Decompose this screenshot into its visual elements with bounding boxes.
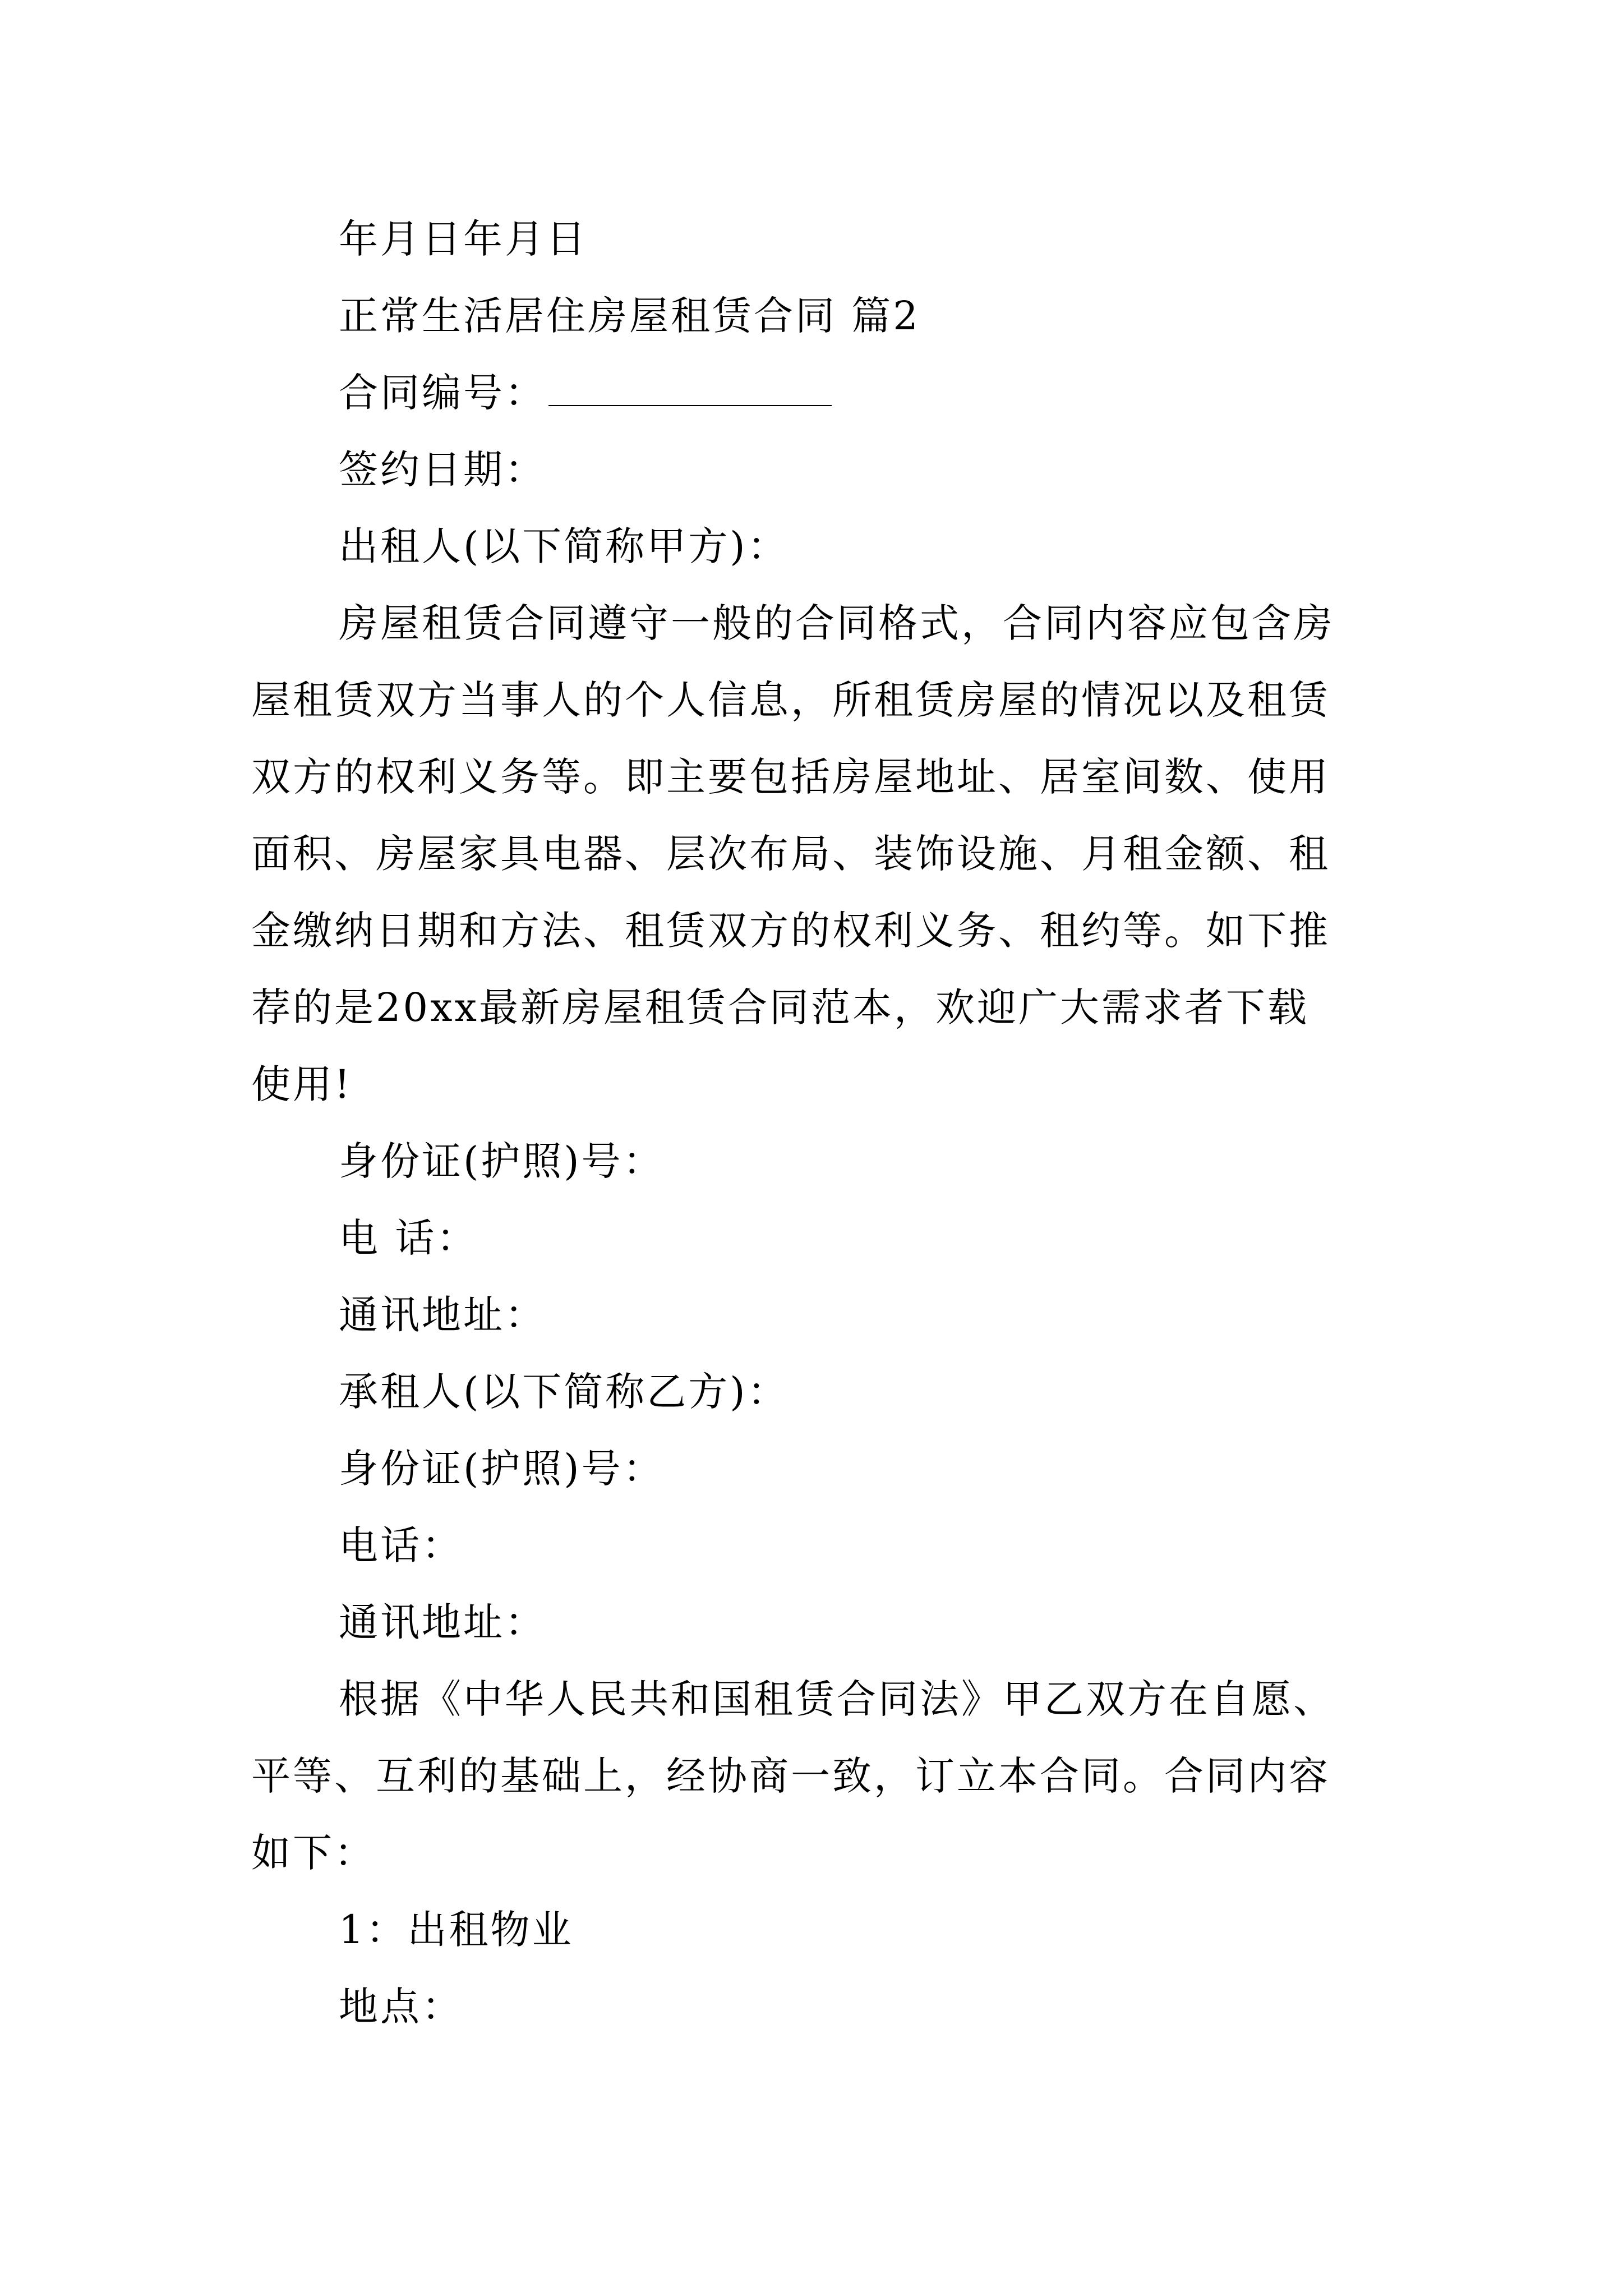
basis-paragraph-line: 平等、互利的基础上，经协商一致，订立本合同。合同内容 [251,1753,1330,1799]
intro-paragraph-line: 金缴纳日期和方法、租赁双方的权利义务、租约等。如下推 [251,908,1330,954]
intro-paragraph-line: 荐的是20xx最新房屋租赁合同范本，欢迎广大需求者下载 [251,984,1310,1030]
intro-paragraph-line: 屋租赁双方当事人的个人信息，所租赁房屋的情况以及租赁 [251,677,1330,723]
intro-paragraph-line: 房屋租赁合同遵守一般的合同格式，合同内容应包含房 [339,600,1335,646]
sign-date-line: 签约日期： [339,447,546,493]
document-body [251,201,1378,2045]
basis-paragraph-line: 根据《中华人民共和国租赁合同法》甲乙双方在自愿、 [339,1676,1335,1722]
intro-paragraph-line: 使用! [251,1061,353,1107]
contract-number-label: 合同编号： [339,370,546,416]
lessor-id-line: 身份证(护照)号： [339,1138,665,1184]
lessor-address-line: 通讯地址： [339,1292,546,1338]
contract-number-blank [548,366,832,406]
lessor-phone-line: 电 话： [339,1215,478,1261]
lessee-address-line: 通讯地址： [339,1599,546,1645]
lessor-line: 出租人(以下简称甲方)： [339,523,789,569]
contract-number-line [251,355,1378,431]
lessee-line: 承租人(以下简称乙方)： [339,1369,789,1415]
location-line: 地点： [339,1984,463,2030]
lessee-phone-line: 电话： [339,1522,463,1568]
intro-paragraph-line: 面积、房屋家具电器、层次布局、装饰设施、月租金额、租 [251,831,1330,877]
contract-title: 正常生活居住房屋租赁合同 篇2 [339,293,920,339]
intro-paragraph-line: 双方的权利义务等。即主要包括房屋地址、居室间数、使用 [251,754,1330,800]
basis-paragraph-line: 如下： [251,1830,376,1876]
date-line: 年月日年月日 [339,216,588,262]
lessee-id-line: 身份证(护照)号： [339,1446,665,1492]
section-heading: 1：出租物业 [339,1907,574,1953]
